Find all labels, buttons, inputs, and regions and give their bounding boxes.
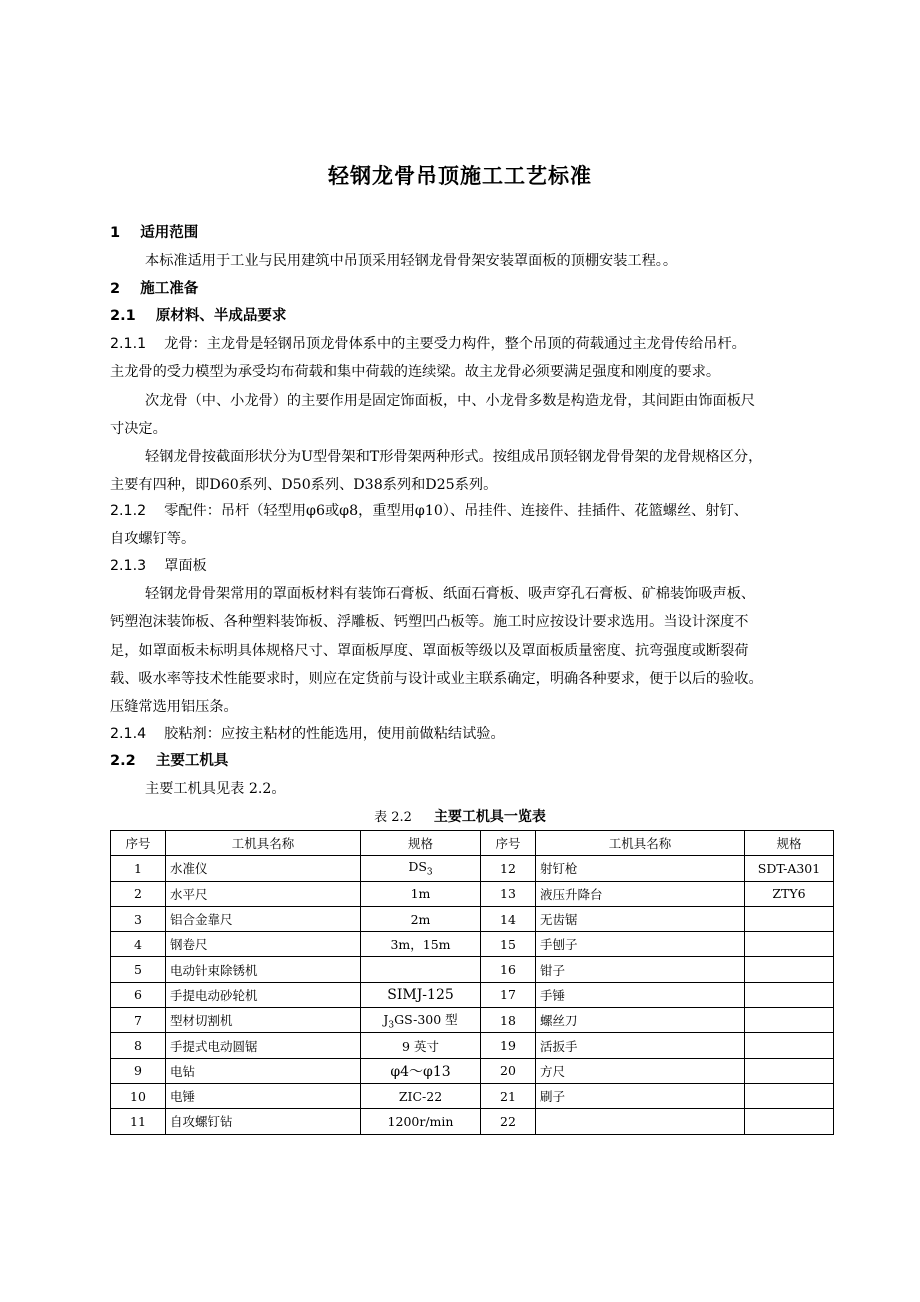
row-number: 20 [481,1058,536,1083]
row-number: 5 [111,957,166,982]
spec-subscript: 3 [388,1020,395,1031]
tool-spec [745,982,834,1007]
tool-name: 电钻 [166,1058,361,1083]
section-title: 施工准备 [140,281,199,297]
table-number: 表 2.2 [374,810,412,825]
tool-spec [361,856,481,881]
tool-name: 水准仪 [166,856,361,881]
tool-spec: 3m，15m [361,932,481,957]
table-row [111,906,834,931]
row-number: 6 [111,982,166,1007]
section-2-1-3-line-5: 压缝常选用铝压条。 [110,699,238,715]
row-number: 4 [111,932,166,957]
table-row [111,1008,834,1033]
row-number: 2 [111,881,166,906]
header-cell: 序号 [111,831,166,856]
page-title: 轻钢龙骨吊顶施工工艺标准 [328,164,592,188]
tool-name: 钢卷尺 [166,932,361,957]
row-number: 21 [481,1083,536,1108]
tool-spec: SIMJ-125 [361,982,481,1007]
spec-text: DS [408,859,427,875]
section-title: 罩面板 [164,558,207,574]
table-row [111,1083,834,1108]
section-number: 1 [110,225,121,241]
tool-spec: ZTY6 [745,881,834,906]
row-number: 16 [481,957,536,982]
table-row [111,1033,834,1058]
tool-name: 螺丝刀 [536,1008,745,1033]
header-cell: 规格 [745,831,834,856]
section-2-1-2-line-1 [110,501,832,521]
row-number: 11 [111,1109,166,1134]
tool-name: 手锤 [536,982,745,1007]
section-2-heading [110,279,832,299]
section-2-1-heading [110,306,832,326]
tool-name: 铝合金靠尺 [166,906,361,931]
section-2-2-paragraph: 主要工机具见表 2.2。 [145,781,286,797]
tool-name: 刷子 [536,1083,745,1108]
section-number: 2.2 [110,753,136,769]
tool-spec [745,1008,834,1033]
table-header-row [111,831,834,856]
tool-name: 方尺 [536,1058,745,1083]
section-2-1-3-line-4: 载、吸水率等技术性能要求时，则应在定货前与设计或业主联系确定，明确各种要求，便于以后的验收。 [110,671,763,687]
section-2-1-4-line-1 [110,724,832,744]
section-2-1-1-p2-line-2: 寸决定。 [110,421,167,437]
row-number: 8 [111,1033,166,1058]
section-2-1-1-p3-line-1: 轻钢龙骨按截面形状分为U型骨架和T形骨架两种形式。按组成吊顶轻钢龙骨骨架的龙骨规格区分， [145,449,763,465]
tool-spec: 1m [361,881,481,906]
tool-name: 手刨子 [536,932,745,957]
row-number: 10 [111,1083,166,1108]
tool-spec [745,932,834,957]
row-number: 7 [111,1008,166,1033]
tool-spec [361,957,481,982]
tool-spec: SDT-A301 [745,856,834,881]
section-number: 2.1.2 [110,503,147,519]
section-2-1-1-line-2: 主龙骨的受力模型为承受均布荷载和集中荷载的连续梁。故主龙骨必须要满足强度和刚度的要求。 [110,364,721,380]
tool-spec [745,1109,834,1134]
row-number: 3 [111,906,166,931]
row-number: 13 [481,881,536,906]
section-title: 原材料、半成品要求 [155,308,287,324]
section-title: 适用范围 [140,225,199,241]
table-caption [0,806,920,826]
section-number: 2.1.1 [110,336,147,352]
spec-subscript: 3 [426,867,433,878]
tool-spec [745,1083,834,1108]
section-1-heading [110,223,832,243]
table-row [111,932,834,957]
tool-name: 电锤 [166,1083,361,1108]
tool-name: 电动针束除锈机 [166,957,361,982]
table-row [111,1109,834,1134]
tool-spec: ZIC-22 [361,1083,481,1108]
row-number: 15 [481,932,536,957]
tool-spec: 2m [361,906,481,931]
row-number: 14 [481,906,536,931]
header-cell: 工机具名称 [166,831,361,856]
spec-prefix: J [383,1011,389,1027]
header-cell: 工机具名称 [536,831,745,856]
tool-name: 型材切割机 [166,1008,361,1033]
section-2-1-3-line-1: 轻钢龙骨骨架常用的罩面板材料有装饰石膏板、纸面石膏板、吸声穿孔石膏板、矿棉装饰吸声板、 [145,586,756,602]
table-row [111,881,834,906]
row-number: 9 [111,1058,166,1083]
section-1-paragraph: 本标准适用于工业与民用建筑中吊顶采用轻钢龙骨骨架安装罩面板的顶棚安装工程。。 [145,253,678,269]
row-number: 19 [481,1033,536,1058]
row-number: 18 [481,1008,536,1033]
paragraph-text: 龙骨：主龙骨是轻钢吊顶龙骨体系中的主要受力构件，整个吊顶的荷载通过主龙骨传给吊杆。 [164,336,746,352]
tool-name: 无齿锯 [536,906,745,931]
table-row [111,856,834,881]
row-number: 17 [481,982,536,1007]
section-number: 2 [110,281,121,297]
section-2-1-1-line-1 [110,334,832,354]
table-row [111,1058,834,1083]
tool-spec [361,1008,481,1033]
row-number: 12 [481,856,536,881]
tool-name: 水平尺 [166,881,361,906]
section-2-1-3-heading [110,556,832,576]
tool-name: 射钉枪 [536,856,745,881]
section-2-1-1-p2-line-1: 次龙骨（中、小龙骨）的主要作用是固定饰面板，中、小龙骨多数是构造龙骨，其间距由饰面板尺 [145,393,756,409]
tool-name: 钳子 [536,957,745,982]
section-2-1-3-line-2: 钙塑泡沫装饰板、各种塑料装饰板、浮雕板、钙塑凹凸板等。施工时应按设计要求选用。当设计深度不 [110,614,749,630]
section-2-1-3-line-3: 足，如罩面板未标明具体规格尺寸、罩面板厚度、罩面板等级以及罩面板质量密度、抗弯强度或断裂荷 [110,643,749,659]
table-title: 主要工机具一览表 [433,809,546,825]
paragraph-text: 零配件：吊杆（轻型用φ6或φ8，重型用φ10）、吊挂件、连接件、挂插件、花篮螺丝、射钉、 [164,503,748,519]
tool-spec: 9 英寸 [361,1033,481,1058]
section-number: 2.1.3 [110,558,147,574]
tool-name: 自攻螺钉钻 [166,1109,361,1134]
tool-name [536,1109,745,1134]
tool-name: 活扳手 [536,1033,745,1058]
table-row [111,982,834,1007]
header-cell: 规格 [361,831,481,856]
tool-spec [745,957,834,982]
section-2-1-2-line-2: 自攻螺钉等。 [110,531,196,547]
row-number: 1 [111,856,166,881]
tools-table [110,830,834,1135]
tool-spec [745,1058,834,1083]
tool-name: 液压升降台 [536,881,745,906]
header-cell: 序号 [481,831,536,856]
spec-text: GS-300 型 [394,1011,458,1027]
table-row [111,957,834,982]
tool-spec: 1200r/min [361,1109,481,1134]
tool-name: 手提式电动圆锯 [166,1033,361,1058]
section-2-1-1-p3-line-2: 主要有四种，即D60系列、D50系列、D38系列和D25系列。 [110,477,498,493]
tool-spec [745,906,834,931]
row-number: 22 [481,1109,536,1134]
tool-spec [745,1033,834,1058]
section-number: 2.1.4 [110,726,147,742]
tool-spec: φ4～φ13 [361,1058,481,1083]
section-2-2-heading [110,751,832,771]
section-title: 主要工机具 [155,753,229,769]
section-number: 2.1 [110,308,136,324]
paragraph-text: 胶粘剂：应按主粘材的性能选用，使用前做粘结试验。 [164,726,505,742]
tool-name: 手提电动砂轮机 [166,982,361,1007]
